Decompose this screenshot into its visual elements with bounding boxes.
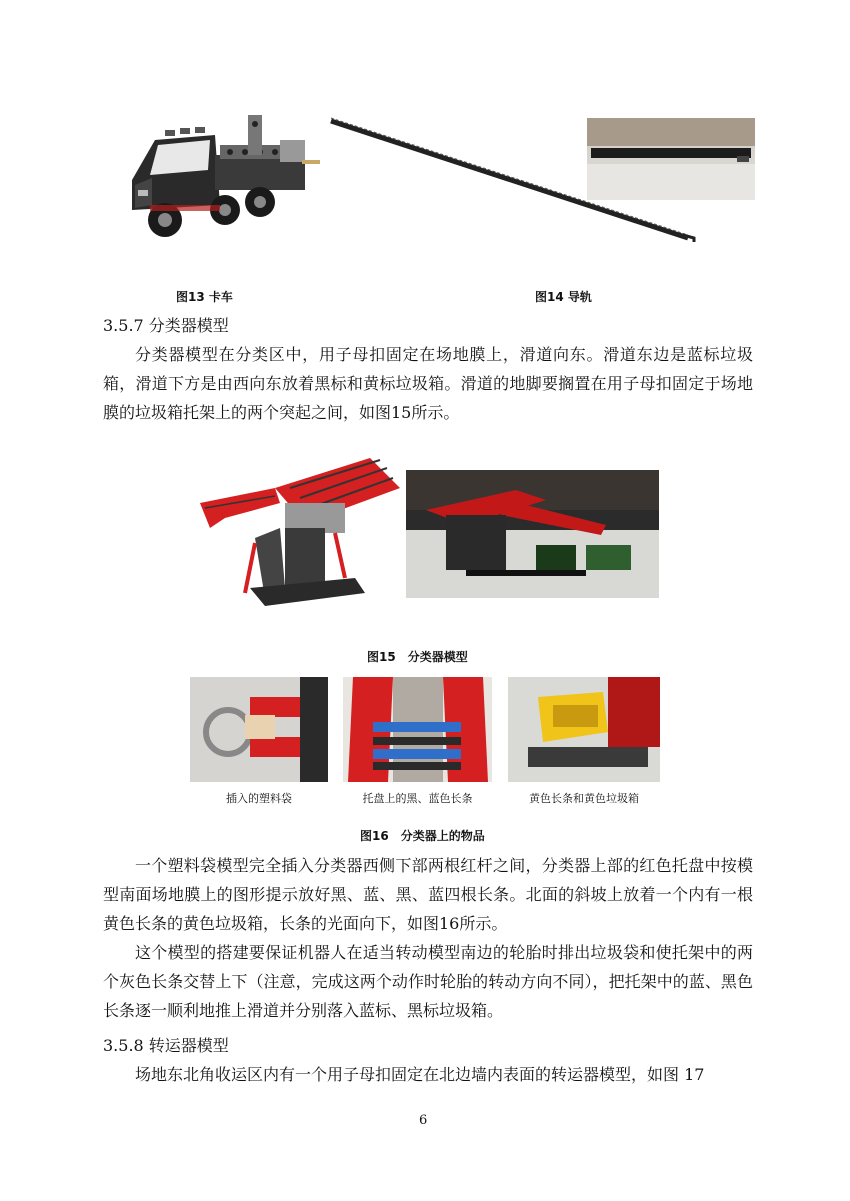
figure-15-model-render xyxy=(195,448,403,608)
figure-13-truck-image xyxy=(120,110,325,250)
page-number: 6 xyxy=(419,1113,428,1128)
figure-14-caption: 图14 导轨 xyxy=(535,290,592,304)
figure-16-caption: 图16 分类器上的物品 xyxy=(360,829,485,843)
paragraph-transporter-intro: 场地东北角收运区内有一个用子母扣固定在北边墙内表面的转运器模型，如图 17 xyxy=(135,1065,705,1084)
paragraph-classifier-intro: 分类器模型在分类区中，用子母扣固定在场地膜上，滑道向东。滑道东边是蓝标垃圾箱，滑道下方是由西向东放着黑标和黄标垃圾箱。滑道的地脚要搁置在用子母扣固定于场地膜的垃圾箱托架上的两个突起之间，如图15所示。 xyxy=(103,345,753,422)
figure-13-caption: 图13 卡车 xyxy=(176,290,233,304)
paragraph-classifier-build: 这个模型的搭建要保证机器人在适当转动模型南边的轮胎时排出垃圾袋和使托架中的两个灰色长条交替上下（注意，完成这两个动作时轮胎的转动方向不同），把托架中的蓝、黑色长条逐一顺利地推上滑道并分别落入蓝标、黑标垃圾箱。 xyxy=(103,943,753,1020)
section-heading-3-5-8: 3.5.8 转运器模型 xyxy=(103,1036,229,1055)
figure-14-rail-photo xyxy=(587,118,755,200)
figure-15-caption: 图15 分类器模型 xyxy=(367,650,468,664)
paragraph-classifier-items: 一个塑料袋模型完全插入分类器西侧下部两根红杆之间，分类器上部的红色托盘中按模型南面场地膜上的图形提示放好黑、蓝、黑、蓝四根长条。北面的斜坡上放着一个内有一根黄色长条的黄色垃圾箱，长条的光面向下，如图16所示。 xyxy=(103,856,753,933)
section-heading-3-5-7: 3.5.7 分类器模型 xyxy=(103,316,229,335)
figure-15-model-photo xyxy=(406,470,659,598)
figure-16-photo-plastic-bag xyxy=(190,677,328,782)
figure-16-photo-tray-strips xyxy=(343,677,492,782)
figure-16-subcaption-3: 黄色长条和黄色垃圾箱 xyxy=(529,792,639,805)
figure-16-subcaption-2: 托盘上的黑、蓝色长条 xyxy=(362,792,473,805)
figure-16-photo-yellow-bin xyxy=(508,677,660,782)
figure-16-subcaption-1: 插入的塑料袋 xyxy=(226,792,292,805)
